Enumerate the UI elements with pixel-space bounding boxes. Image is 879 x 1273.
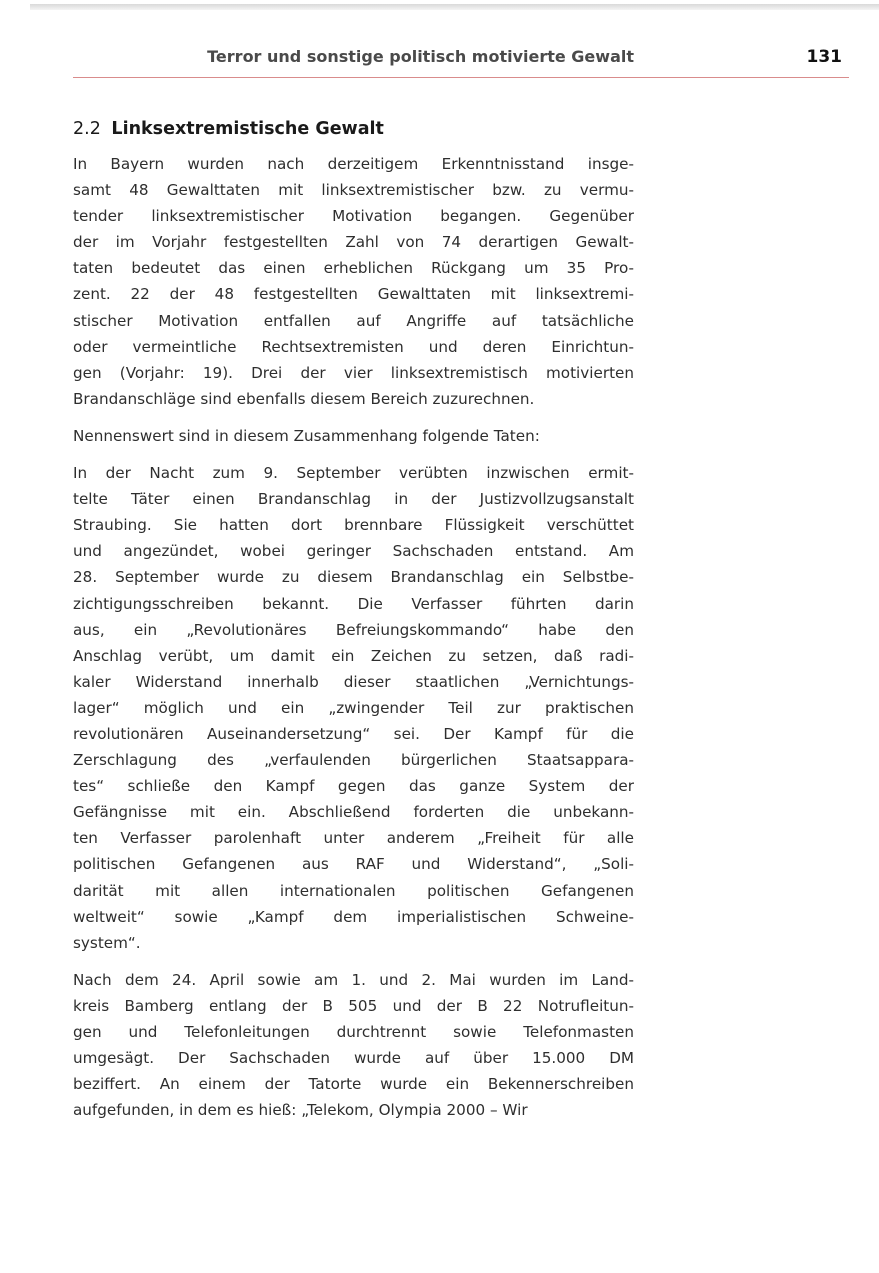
text-line: politischen Gefangenen aus RAF und Widerstand“, „Soli- <box>73 855 634 874</box>
text-line: aufgefunden, in dem es hieß: „Telekom, Olympia 2000 – Wir <box>73 1101 528 1120</box>
text-line: tender linksextremistischer Motivation begangen. Gegenüber <box>73 207 634 226</box>
text-line: kaler Widerstand innerhalb dieser staatlichen „Vernichtungs- <box>73 672 634 691</box>
text-line: und angezündet, wobei geringer Sachschaden entstand. Am <box>73 542 634 561</box>
text-line: telte Täter einen Brandanschlag in der Justizvollzugsanstalt <box>73 490 634 509</box>
text-line: In Bayern wurden nach derzeitigem Erkenntnisstand insge- <box>73 155 634 173</box>
text-line: In der Nacht zum 9. September verübten inzwischen ermit- <box>73 464 634 483</box>
paragraph-gap <box>73 449 634 460</box>
text-line: beziffert. An einem der Tatorte wurde ein Bekennerschreiben <box>73 1075 634 1094</box>
text-line: der im Vorjahr festgestellten Zahl von 74 derartigen Gewalt- <box>73 233 634 252</box>
text-line: gen (Vorjahr: 19). Drei der vier linksextremistisch motivierten <box>73 363 634 382</box>
text-line: Nennenswert sind in diesem Zusammenhang folgende Taten: <box>73 426 540 445</box>
body-text <box>73 151 634 1123</box>
text-line: ten Verfasser parolenhaft unter anderem „Freiheit für alle <box>73 829 634 848</box>
text-line: system“. <box>73 933 141 952</box>
text-line: aus, ein „Revolutionäres Befreiungskommando“ habe den <box>73 620 634 639</box>
running-head: Terror und sonstige politisch motivierte Gewalt <box>207 47 634 66</box>
text-line: tes“ schließe den Kampf gegen das ganze System der <box>73 777 634 796</box>
text-line: 28. September wurde zu diesem Brandanschlag ein Selbstbe- <box>73 568 634 587</box>
section-heading <box>73 119 673 139</box>
page-number: 131 <box>806 47 842 67</box>
text-line: kreis Bamberg entlang der B 505 und der B 22 Notrufleitun- <box>73 996 634 1015</box>
text-line: Brandanschläge sind ebenfalls diesem Bereich zuzurechnen. <box>73 389 535 408</box>
section-title: Linksextremistische Gewalt <box>111 119 384 139</box>
text-line: umgesägt. Der Sachschaden wurde auf über 15.000 DM <box>73 1049 634 1068</box>
text-line: samt 48 Gewalttaten mit linksextremistischer bzw. zu vermu- <box>73 181 634 200</box>
paragraph-gap <box>73 956 634 967</box>
text-line: weltweit“ sowie „Kampf dem imperialistischen Schweine- <box>73 907 634 926</box>
text-line: gen und Telefonleitungen durchtrennt sowie Telefonmasten <box>73 1023 634 1041</box>
header-rule <box>73 77 849 78</box>
text-line: lager“ möglich und ein „zwingender Teil zur praktischen <box>73 698 634 717</box>
text-line: Straubing. Sie hatten dort brennbare Flüssigkeit verschüttet <box>73 516 634 535</box>
text-line: zichtigungsschreiben bekannt. Die Verfasser führten darin <box>73 594 634 613</box>
text-line: Gefängnisse mit ein. Abschließend forderten die unbekann- <box>73 803 634 822</box>
text-line: darität mit allen internationalen politischen Gefangenen <box>73 881 634 900</box>
paragraph-gap <box>73 412 634 423</box>
text-line: zent. 22 der 48 festgestellten Gewalttaten mit linksextremi- <box>73 285 634 304</box>
text-line: oder vermeintliche Rechtsextremisten und deren Einrichtun- <box>73 337 634 356</box>
paragraph <box>73 967 634 1124</box>
text-line: revolutionären Auseinandersetzung“ sei. Der Kampf für die <box>73 724 634 743</box>
paragraph <box>73 151 634 412</box>
page-top-edge <box>30 4 879 10</box>
text-line: Anschlag verübt, um damit ein Zeichen zu setzen, daß radi- <box>73 646 634 665</box>
paragraph <box>73 423 634 449</box>
text-line: Zerschlagung des „verfaulenden bürgerlichen Staatsappara- <box>73 751 634 770</box>
section-number: 2.2 <box>73 119 101 139</box>
text-line: taten bedeutet das einen erheblichen Rückgang um 35 Pro- <box>73 259 634 278</box>
text-line: Nach dem 24. April sowie am 1. und 2. Mai wurden im Land- <box>73 970 634 989</box>
text-line: stischer Motivation entfallen auf Angriffe auf tatsächliche <box>73 311 634 330</box>
paragraph <box>73 460 634 956</box>
